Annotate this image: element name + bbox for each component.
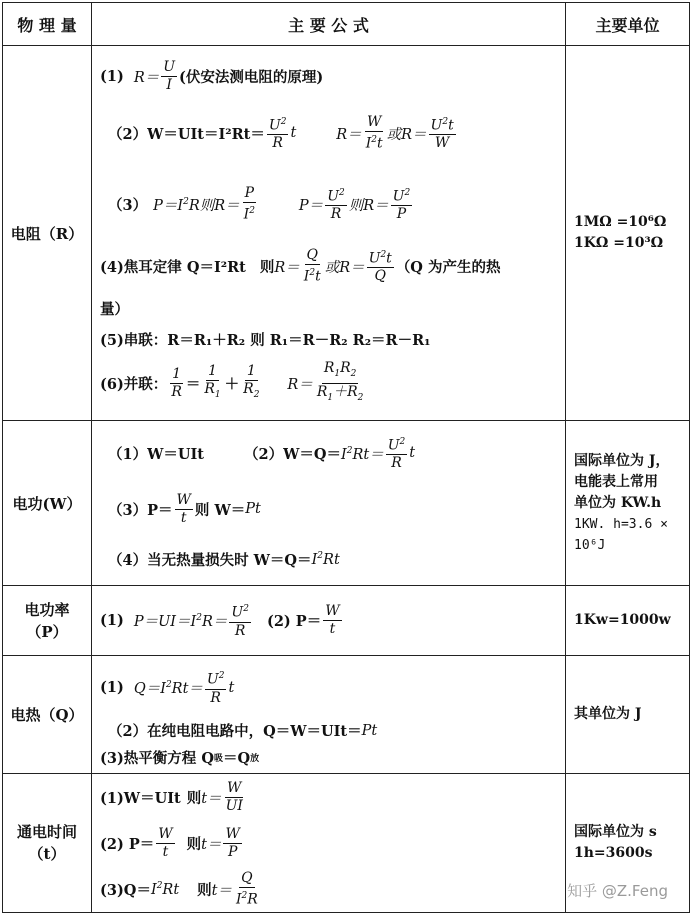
formula-line: (6)并联： $\frac{1}{R}$ ＝ $\frac{1}{R_1}$ ＋ $\frac{1}{R_2}$ R＝ $\frac{R_1R_2}{R_1+R_2}$ — [100, 359, 364, 403]
formula-line: (3)Q＝ $I^2Rt$ 则 t＝ $\frac{Q}{I^2R}$ — [100, 869, 258, 908]
header-formulas: 主 要 公 式 — [92, 3, 566, 46]
formula-line: （3）P＝ $\frac{W}{t}$ 则 W＝ Pt — [108, 491, 261, 526]
formula-line: （4）当无热量损失时 W＝Q＝ $I^2Rt$ — [108, 550, 340, 569]
quantity-time: 通电时间（t） — [3, 774, 92, 913]
formula-line: （3） $P=I^2R$ 则 R＝ $\frac{P}{I^2}$ P＝ $\frac{U^2}{R}$ 则 R＝ $\frac{U^2}{P}$ — [108, 184, 411, 223]
unit-resistance: 1MΩ =10⁶Ω 1KΩ =10³Ω — [566, 46, 690, 421]
formula-line: （2）在纯电阻电路中，Q＝W＝UIt＝ Pt — [108, 722, 378, 740]
formula-line: (1)W＝UIt 则 t＝ $\frac{W}{UI}$ — [100, 779, 243, 814]
formulas-heat — [92, 656, 566, 774]
header-quantity: 物 理 量 — [3, 3, 92, 46]
formula-line: （1）W＝UIt （2）W＝Q＝ $I^2Rt=$ $\frac{U^2}{R}$ t — [100, 425, 565, 481]
quantity-work: 电功(W） — [3, 421, 92, 586]
formula-line: (5)串联：R＝R₁＋R₂ 则 R₁＝R－R₂ R₂＝R－R₁ — [100, 331, 431, 349]
formulas-time — [92, 774, 566, 913]
quantity-power: 电功率（P） — [3, 586, 92, 656]
quantity-heat: 电热（Q） — [3, 656, 92, 774]
formula-line: (3)热平衡方程 Q 吸 ＝Q 放 — [100, 750, 260, 767]
formula-line: （2） W＝UIt＝I²Rt＝ $\frac{U^2}{R}$ t R＝ $\frac{W}{I^2t}$ 或 R＝ $\frac{U^2t}{W}$ — [108, 113, 454, 152]
formula-line: (1) R＝ $\frac{U}{I}$ (伏安法测电阻的原理) — [100, 58, 324, 93]
header-row — [3, 3, 690, 46]
unit-work: 国际单位为 J， 电能表上常用 单位为 KW.h 1KW. h=3.6 × 10⁶J — [566, 421, 690, 586]
formula-line: (2) P＝ $\frac{W}{t}$ 则 t＝ $\frac{W}{P}$ — [100, 825, 240, 860]
unit-power: 1Kw=1000w — [566, 586, 690, 656]
row-electric-heat — [3, 656, 690, 774]
watermark: 知乎 @Z.Feng — [567, 882, 668, 900]
formula-line: (4)焦耳定律 Q＝I²Rt 则 R＝ $\frac{Q}{I^2t}$ 或 R＝ $\frac{U^2t}{Q}$ （Q 为产生的热 — [100, 246, 501, 285]
unit-time: 国际单位为 s 1h=3600s — [566, 774, 690, 913]
formulas-work — [92, 421, 566, 586]
row-electric-power — [3, 586, 690, 656]
row-electric-work — [3, 421, 690, 586]
row-resistance — [3, 46, 690, 421]
formula-line: 量） — [100, 300, 129, 318]
formula-line: (1) $Q=I^2Rt=$ $\frac{U^2}{R}$ t — [100, 659, 565, 717]
unit-heat: 其单位为 J — [566, 656, 690, 774]
formulas-resistance — [92, 46, 566, 421]
formulas-power — [92, 586, 566, 656]
formula-line: (1) $P=UI=I^2R=$ $\frac{U^2}{R}$ (2) P＝ $\frac{W}{t}$ — [100, 603, 340, 639]
physics-formula-table — [2, 2, 690, 913]
header-units: 主要单位 — [566, 3, 690, 46]
quantity-resistance: 电阻（R） — [3, 46, 92, 421]
